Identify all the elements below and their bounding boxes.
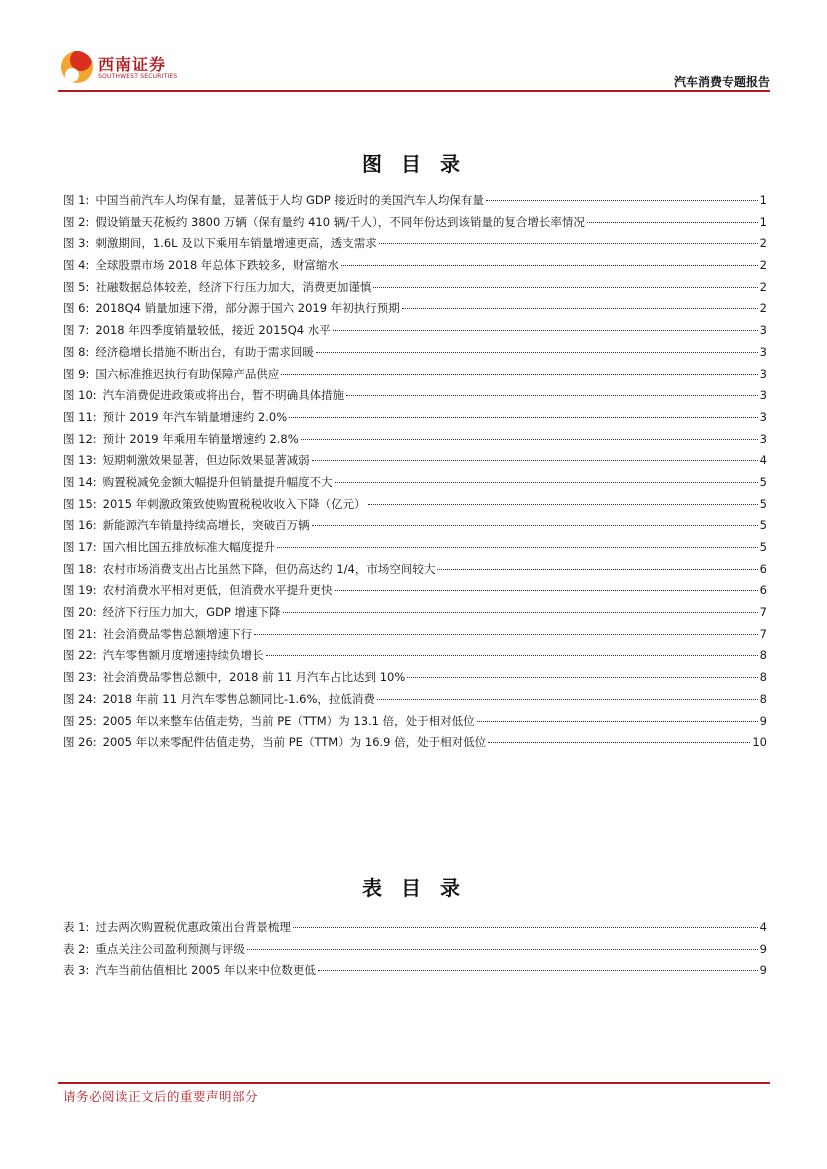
- footer-disclaimer: 请务必阅读正文后的重要声明部分: [63, 1089, 259, 1104]
- toc-dot-leader: [301, 438, 758, 440]
- toc-entry-page: 1: [759, 193, 767, 207]
- toc-entry-title: 国六相比国五排放标准大幅度提升: [102, 540, 276, 554]
- toc-entry-title: 过去两次购置税优惠政策出台背景梳理: [95, 920, 291, 934]
- toc-entry[interactable]: [63, 364, 767, 386]
- toc-dot-leader: [318, 969, 758, 971]
- toc-entry[interactable]: [63, 472, 767, 494]
- toc-entry-title: 2018Q4 销量加速下滑，部分源于国六 2019 年初执行预期: [95, 301, 400, 316]
- toc-entry-page: 3: [759, 323, 767, 338]
- toc-entry-page: 2: [759, 279, 767, 294]
- toc-entry-title: 社会消费品零售总额增速下行: [102, 626, 253, 641]
- toc-entry[interactable]: [63, 917, 767, 939]
- toc-entry[interactable]: [63, 939, 767, 961]
- toc-entry-label: 图 7:: [63, 323, 90, 338]
- company-name-en: SOUTHWEST SECURITIES: [98, 73, 178, 80]
- toc-entry[interactable]: [63, 255, 767, 277]
- toc-entry-page: 8: [759, 648, 767, 663]
- toc-dot-leader: [377, 698, 758, 700]
- toc-entry-label: 表 3:: [63, 963, 90, 978]
- toc-entry[interactable]: [63, 537, 767, 559]
- toc-entry[interactable]: [63, 385, 767, 407]
- page-header: [58, 46, 770, 92]
- toc-entry-label: 图 22:: [63, 648, 97, 663]
- toc-entry-page: 4: [759, 920, 767, 934]
- toc-entry[interactable]: [63, 342, 767, 364]
- toc-entry-label: 图 25:: [63, 713, 97, 728]
- toc-entry-page: 10: [752, 735, 767, 750]
- toc-entry-page: 8: [759, 670, 767, 685]
- toc-entry-label: 图 8:: [63, 344, 90, 359]
- toc-dot-leader: [368, 503, 758, 505]
- toc-entry[interactable]: [63, 190, 767, 212]
- toc-entry-title: 预计 2019 年汽车销量增速约 2.0%: [102, 409, 288, 424]
- toc-dot-leader: [346, 394, 758, 396]
- toc-entry-label: 表 2:: [63, 941, 90, 956]
- toc-entry[interactable]: [63, 645, 767, 667]
- toc-entry-label: 图 19:: [63, 583, 97, 598]
- header-divider: [58, 90, 770, 92]
- toc-entry-page: 7: [759, 626, 767, 641]
- toc-entry[interactable]: [63, 711, 767, 733]
- toc-dot-leader: [277, 546, 758, 548]
- toc-entry-label: 图 18:: [63, 561, 97, 576]
- toc-entry-page: 2: [759, 236, 767, 251]
- toc-entry-label: 图 13:: [63, 453, 97, 468]
- tables-toc-list: [63, 917, 767, 982]
- toc-entry-title: 重点关注公司盈利预测与评级: [95, 941, 245, 956]
- toc-entry-label: 图 21:: [63, 626, 97, 641]
- toc-entry-title: 全球股票市场 2018 年总体下跌较多，财富缩水: [95, 258, 339, 273]
- toc-entry[interactable]: [63, 494, 767, 516]
- toc-entry-page: 3: [759, 409, 767, 424]
- toc-dot-leader: [477, 720, 758, 722]
- toc-entry-page: 5: [759, 540, 767, 554]
- toc-entry-page: 5: [759, 518, 767, 533]
- toc-entry[interactable]: [63, 732, 767, 754]
- toc-entry-title: 预计 2019 年乘用车销量增速约 2.8%: [102, 431, 299, 446]
- toc-entry-label: 表 1:: [63, 920, 90, 934]
- toc-entry-page: 6: [759, 583, 767, 598]
- toc-entry-title: 新能源汽车销量持续高增长，突破百万辆: [102, 518, 310, 533]
- toc-dot-leader: [254, 633, 758, 635]
- report-title: 汽车消费专题报告: [673, 75, 770, 89]
- toc-entry-title: 短期刺激效果显著，但边际效果显著减弱: [102, 453, 310, 468]
- toc-dot-leader: [283, 611, 758, 613]
- toc-entry[interactable]: [63, 320, 767, 342]
- toc-entry-title: 社融数据总体较差，经济下行压力加大，消费更加谨慎: [95, 279, 372, 294]
- toc-entry-title: 农村市场消费支出占比虽然下降，但仍高达约 1/4，市场空间较大: [102, 561, 436, 576]
- toc-entry[interactable]: [63, 559, 767, 581]
- toc-entry-page: 3: [759, 388, 767, 403]
- toc-entry-title: 经济稳增长措施不断出台，有助于需求回暖: [95, 344, 314, 359]
- toc-entry-label: 图 26:: [63, 735, 97, 750]
- toc-entry[interactable]: [63, 298, 767, 320]
- toc-entry-label: 图 15:: [63, 496, 97, 511]
- toc-entry-label: 图 2:: [63, 214, 90, 229]
- toc-entry-label: 图 6:: [63, 301, 90, 316]
- toc-dot-leader: [488, 741, 750, 743]
- toc-entry[interactable]: [63, 667, 767, 689]
- toc-entry-page: 5: [759, 474, 767, 489]
- toc-dot-leader: [281, 373, 757, 375]
- footer-divider: [58, 1082, 770, 1084]
- toc-entry[interactable]: [63, 450, 767, 472]
- figures-toc-list: [63, 190, 767, 754]
- toc-entry[interactable]: [63, 960, 767, 982]
- toc-dot-leader: [312, 524, 758, 526]
- toc-entry-title: 2005 年以来零配件估值走势，当前 PE（TTM）为 16.9 倍，处于相对低位: [102, 735, 487, 750]
- toc-entry-title: 2018 年四季度销量较低，接近 2015Q4 水平: [95, 323, 331, 338]
- toc-entry-label: 图 5:: [63, 279, 90, 294]
- toc-dot-leader: [312, 459, 758, 461]
- toc-entry-label: 图 1:: [63, 193, 90, 207]
- toc-dot-leader: [486, 199, 758, 201]
- toc-dot-leader: [247, 948, 758, 950]
- toc-entry-page: 2: [759, 258, 767, 273]
- toc-dot-leader: [333, 329, 758, 331]
- toc-dot-leader: [437, 568, 757, 570]
- toc-entry-label: 图 14:: [63, 474, 97, 489]
- toc-entry-page: 9: [759, 941, 767, 956]
- figures-toc-heading: 图 目 录: [362, 152, 466, 176]
- toc-dot-leader: [402, 307, 758, 309]
- toc-entry-page: 9: [759, 713, 767, 728]
- toc-entry[interactable]: [63, 277, 767, 299]
- toc-entry[interactable]: [63, 689, 767, 711]
- toc-entry-page: 8: [759, 691, 767, 706]
- toc-dot-leader: [587, 221, 758, 223]
- toc-entry-page: 3: [759, 431, 767, 446]
- toc-entry-title: 假设销量天花板约 3800 万辆（保有量约 410 辆/千人），不同年份达到该销量的复合增长率情况: [95, 214, 585, 229]
- toc-entry-label: 图 16:: [63, 518, 97, 533]
- toc-entry-label: 图 20:: [63, 605, 97, 620]
- toc-entry-page: 3: [759, 344, 767, 359]
- toc-entry-page: 5: [759, 496, 767, 511]
- toc-entry-label: 图 17:: [63, 540, 97, 554]
- toc-entry-label: 图 10:: [63, 388, 97, 403]
- toc-dot-leader: [289, 416, 758, 418]
- toc-entry-page: 1: [759, 214, 767, 229]
- toc-dot-leader: [373, 286, 757, 288]
- toc-entry-title: 2015 年刺激政策致使购置税税收收入下降（亿元）: [102, 496, 366, 511]
- toc-entry[interactable]: [63, 602, 767, 624]
- toc-entry[interactable]: [63, 515, 767, 537]
- toc-entry-title: 汽车零售额月度增速持续负增长: [102, 648, 264, 663]
- toc-entry-title: 经济下行压力加大，GDP 增速下降: [102, 605, 281, 620]
- toc-entry-title: 中国当前汽车人均保有量，显著低于人均 GDP 接近时的美国汽车人均保有量: [95, 193, 484, 207]
- toc-entry-label: 图 4:: [63, 258, 90, 273]
- toc-entry-title: 农村消费水平相对更低，但消费水平提升更快: [102, 583, 333, 598]
- toc-dot-leader: [341, 264, 758, 266]
- toc-entry-title: 国六标准推迟执行有助保障产品供应: [95, 366, 280, 381]
- toc-entry-title: 汽车消费促进政策或将出台，暂不明确具体措施: [102, 388, 345, 403]
- toc-dot-leader: [335, 481, 758, 483]
- toc-entry-title: 购置税减免金额大幅提升但销量提升幅度不大: [102, 474, 333, 489]
- toc-entry[interactable]: [63, 233, 767, 255]
- toc-dot-leader: [379, 242, 758, 244]
- tables-toc-heading: 表 目 录: [362, 876, 466, 900]
- toc-entry[interactable]: [63, 212, 767, 234]
- toc-entry-label: 图 24:: [63, 691, 97, 706]
- toc-entry-page: 6: [759, 561, 767, 576]
- toc-entry[interactable]: [63, 624, 767, 646]
- toc-entry-title: 2018 年前 11 月汽车零售总额同比-1.6%，拉低消费: [102, 691, 375, 706]
- toc-dot-leader: [266, 654, 758, 656]
- toc-dot-leader: [407, 676, 757, 678]
- toc-entry-page: 9: [759, 963, 767, 978]
- toc-dot-leader: [335, 589, 758, 591]
- toc-entry-page: 4: [759, 453, 767, 468]
- toc-entry[interactable]: [63, 580, 767, 602]
- company-name-cn: 西南证券: [98, 55, 167, 74]
- toc-entry-label: 图 11:: [63, 409, 97, 424]
- toc-entry-label: 图 9:: [63, 366, 90, 381]
- toc-entry-title: 社会消费品零售总额中，2018 前 11 月汽车占比达到 10%: [102, 670, 406, 685]
- toc-entry-page: 2: [759, 301, 767, 316]
- toc-entry-title: 2005 年以来整车估值走势，当前 PE（TTM）为 13.1 倍，处于相对低位: [102, 713, 475, 728]
- toc-entry-label: 图 3:: [63, 236, 90, 251]
- toc-dot-leader: [293, 926, 758, 928]
- toc-entry-label: 图 23:: [63, 670, 97, 685]
- toc-entry-title: 刺激期间，1.6L 及以下乘用车销量增速更高，透支需求: [95, 236, 377, 251]
- company-logo-icon: [61, 51, 93, 83]
- toc-dot-leader: [316, 351, 758, 353]
- toc-entry-title: 汽车当前估值相比 2005 年以来中位数更低: [95, 963, 316, 978]
- toc-entry-page: 3: [759, 366, 767, 381]
- toc-entry[interactable]: [63, 429, 767, 451]
- toc-entry-page: 7: [759, 605, 767, 620]
- toc-entry[interactable]: [63, 407, 767, 429]
- toc-entry-label: 图 12:: [63, 431, 97, 446]
